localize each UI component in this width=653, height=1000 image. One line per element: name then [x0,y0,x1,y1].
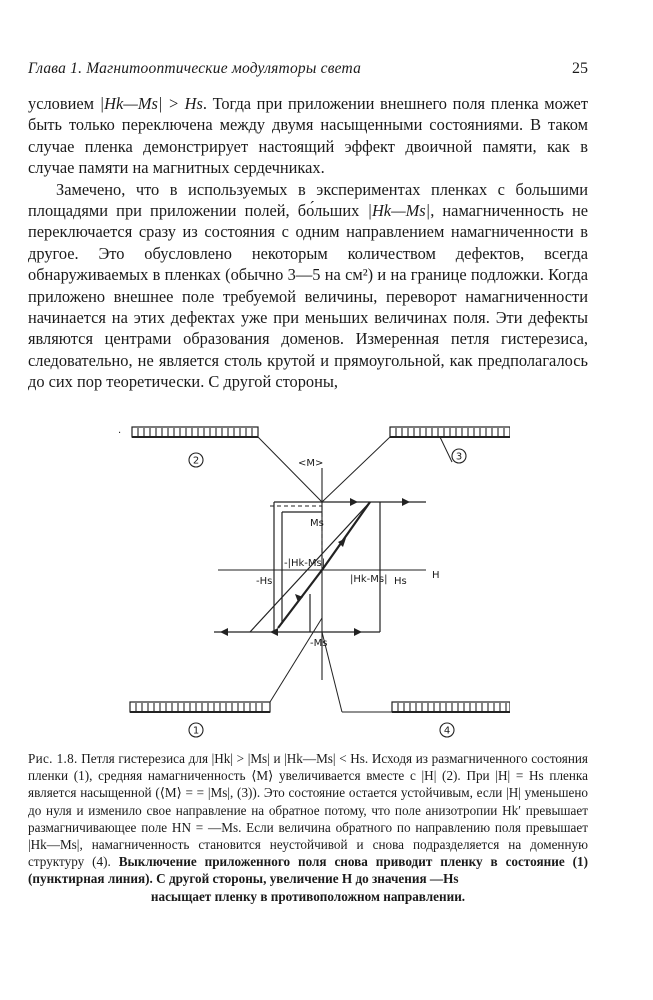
svg-text:3: 3 [455,451,463,463]
running-header [28,60,588,84]
film-state-1 [130,702,270,712]
caption-bold-text: Выключение приложенного поля снова приводит пленку в состояние (1) (пунктирная линия). С другой стороны, увеличение H до значения —Hs [28,854,588,887]
svg-text:1: 1 [192,725,200,737]
caption-tail: насыщает пленку в противоположном направлении. [150,888,466,904]
film-marker: · [118,428,122,439]
figure-caption [28,750,588,905]
caption-label: Рис. 1.8. [28,751,78,766]
state-2-marker [189,453,203,467]
film-state-3 [390,427,510,437]
film-state-2 [132,427,258,437]
paragraph-2 [28,179,588,393]
hk-ms-pos-label: |Hk-Ms| [350,574,388,585]
state-3-marker [452,449,466,463]
p2-condition: |Hk—Ms| [367,201,431,221]
svg-text:4: 4 [443,725,451,737]
caption-text: Петля гистерезиса для |Hk| > |Ms| и |Hk—Ms| < Hs. Исходя из размагниченного состояния пленки (1), средняя намагниченность ⟨M⟩ увеличивается вместе с |H| (2). При |H| = Hs пленка является насыщенной (⟨M⟩ = = |Ms|, (3)). Это состояние остается устойчивым, если |H| уменьшено до нуля и изменило свое направление на обратное потому, что поле анизотропии Hk′ превышает размагничивающее поле HN = —Ms. Если величина обратного по направлению поля превышает |Hk—Ms|, намагниченность становится неустойчивой и снова подразделяется на доменную структуру (4). [28,751,588,870]
paragraph-1 [28,93,588,179]
h-axis-label: H [432,570,440,581]
hs-label: Hs [394,576,407,587]
p2-rest: , намагниченность не переключается сразу из состояния с одним направлением намагниченности в другое. Это обусловлено некоторым количеством дефектов, всегда обнаруживаемых в пленках (обычно 3—5 на см²) и на границе подложки. Когда приложено внешнее поле требуемой величины, переворот намагниченности начинается на этих дефектах уже при меньших величинах поля. Эти дефекты являются центрами образования доменов. Измеренная петля гистерезиса, следовательно, не является столь крутой и прямоугольной, как предполагалось до сих пор теоретически. С другой стороны, [28,201,588,392]
p2-start: Замечено, что в используемых в экспериментах пленках с большими площадями при приложении полей, бо́льших [28,179,588,221]
state-1-marker [189,723,203,737]
state-4-marker [440,723,454,737]
p1-rest: . Тогда при приложении внешнего поля пленка может быть только переключена между двумя насыщенными состояниями. В таком случае пленка демонстрирует настоящий эффект двоичной памяти, как в случае памяти на магнитных сердечниках. [28,94,588,178]
svg-text:2: 2 [192,455,200,467]
film-state-4 [392,702,510,712]
mean-m-label: <M> [298,458,324,469]
neg-ms-label: -Ms [310,638,328,649]
running-title: Глава 1. Магнитооптические модуляторы света [28,60,362,77]
hk-ms-neg-label: -|Hk-Ms| [284,558,326,569]
hysteresis-diagram [110,418,510,748]
ms-label: Ms [310,518,324,529]
neg-hs-label: -Hs [256,576,273,587]
hysteresis-figure [110,418,510,748]
p1-start: условием [28,94,100,113]
p1-condition: |Hk—Ms| > Hs [99,94,203,113]
body-text [28,93,588,393]
page-number: 25 [572,60,588,77]
